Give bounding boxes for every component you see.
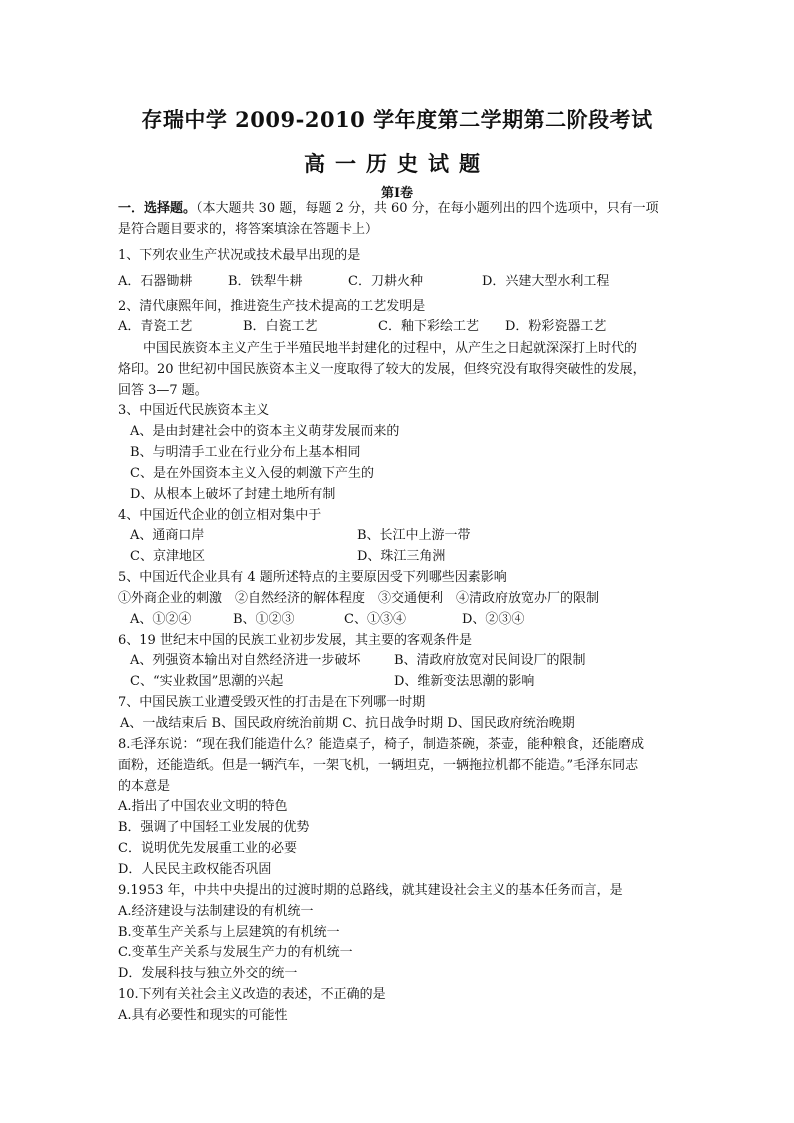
q8-option-a: A.指出了中国农业文明的特色 bbox=[118, 799, 288, 814]
q3-option-d: D、从根本上破坏了封建土地所有制 bbox=[130, 487, 336, 502]
q6-option-d: D、维新变法思潮的影响 bbox=[394, 674, 535, 689]
q8-stem-line-1: 8.毛泽东说：“现在我们能造什么？能造桌子，椅子，制造茶碗，茶壶，能种粮食，还能磨成 bbox=[118, 737, 645, 752]
q10-stem: 10.下列有关社会主义改造的表述，不正确的是 bbox=[118, 987, 386, 1002]
q1-stem: 1、下列农业生产状况或技术最早出现的是 bbox=[118, 248, 361, 263]
q8-option-b: B．强调了中国轻工业发展的优势 bbox=[118, 820, 310, 835]
q2-option-d: D．粉彩瓷器工艺 bbox=[505, 319, 607, 334]
q6-stem: 6、19 世纪末中国的民族工业初步发展，其主要的客观条件是 bbox=[118, 633, 472, 648]
q4-option-c: C、京津地区 bbox=[130, 549, 205, 564]
exam-title: 存瑞中学 2009-2010 学年度第二学期第二阶段考试 bbox=[141, 107, 653, 132]
q3-option-b: B、与明清手工业在行业分布上基本相同 bbox=[130, 445, 361, 460]
q2-option-c: C．釉下彩绘工艺 bbox=[378, 319, 479, 334]
q4-stem: 4、中国近代企业的创立相对集中于 bbox=[118, 508, 322, 523]
q5-option-c: C、①③④ bbox=[344, 612, 406, 627]
q10-option-a: A.具有必要性和现实的可能性 bbox=[118, 1008, 288, 1023]
passage-line-3: 回答 3—7 题。 bbox=[118, 383, 208, 398]
q9-stem: 9.1953 年，中共中央提出的过渡时期的总路线，就其建设社会主义的基本任务而言，是 bbox=[118, 883, 623, 898]
q5-option-a: A、①②④ bbox=[130, 612, 192, 627]
q3-option-c: C、是在外国资本主义入侵的刺激下产生的 bbox=[130, 466, 374, 481]
q6-option-a: A、列强资本输出对自然经济进一步破坏 bbox=[130, 653, 361, 668]
q8-stem-line-3: 的本意是 bbox=[118, 779, 171, 794]
q2-stem: 2、清代康熙年间，推进瓷生产技术提高的工艺发明是 bbox=[118, 299, 426, 314]
q2-option-a: A．青瓷工艺 bbox=[118, 319, 193, 334]
instructions-heading: 一．选择题。 bbox=[118, 201, 197, 216]
q5-options-line: ①外商企业的刺激 ②自然经济的解体程度 ③交通便利 ④清政府放宽办厂的限制 bbox=[118, 591, 600, 606]
q6-option-b: B、清政府放宽对民间设厂的限制 bbox=[394, 653, 586, 668]
q9-option-c: C.变革生产关系与发展生产力的有机统一 bbox=[118, 945, 353, 960]
instructions-line-2: 是符合题目要求的，将答案填涂在答题卡上） bbox=[118, 222, 379, 237]
exam-subtitle: 高一历史试题 bbox=[304, 151, 490, 176]
passage-line-2: 烙印。20 世纪初中国民族资本主义一度取得了较大的发展，但终究没有取得突破性的发展， bbox=[118, 362, 646, 377]
q1-option-a: A．石器锄耕 bbox=[118, 274, 193, 289]
q1-option-d: D．兴建大型水利工程 bbox=[482, 274, 610, 289]
q9-option-d: D．发展科技与独立外交的统一 bbox=[118, 966, 298, 981]
instructions-line-1 bbox=[118, 200, 659, 217]
q4-option-a: A、通商口岸 bbox=[130, 528, 205, 543]
q4-option-b: B、长江中上游一带 bbox=[357, 528, 471, 543]
q5-option-d: D、②③④ bbox=[462, 612, 525, 627]
instructions-text: （本大题共 30 题，每题 2 分，共 60 分，在每小题列出的四个选项中，只有一项 bbox=[196, 201, 659, 216]
q8-option-c: C．说明优先发展重工业的必要 bbox=[118, 841, 297, 856]
q8-stem-line-2: 面粉，还能造纸。但是一辆汽车，一架飞机，一辆坦克，一辆拖拉机都不能造。”毛泽东同志 bbox=[118, 758, 639, 773]
q4-option-d: D、珠江三角洲 bbox=[357, 549, 446, 564]
q1-option-c: C．刀耕火种 bbox=[348, 274, 423, 289]
q9-option-b: B.变革生产关系与上层建筑的有机统一 bbox=[118, 925, 340, 940]
q7-options-line: A、一战结束后 B、国民政府统治前期 C、抗日战争时期 D、国民政府统治晚期 bbox=[120, 716, 575, 731]
q8-option-d: D．人民民主政权能否巩固 bbox=[118, 862, 272, 877]
q5-option-b: B、①②③ bbox=[233, 612, 295, 627]
q6-option-c: C、“实业救国”思潮的兴起 bbox=[130, 674, 284, 689]
q7-stem: 7、中国民族工业遭受毁灭性的打击是在下列哪一时期 bbox=[118, 695, 426, 710]
q9-option-a: A.经济建设与法制建设的有机统一 bbox=[118, 904, 314, 919]
q1-option-b: B．铁犁牛耕 bbox=[228, 274, 303, 289]
q3-stem: 3、中国近代民族资本主义 bbox=[118, 403, 270, 418]
q3-option-a: A、是由封建社会中的资本主义萌芽发展而来的 bbox=[130, 424, 400, 439]
q5-stem: 5、中国近代企业具有 4 题所述特点的主要原因受下列哪些因素影响 bbox=[118, 570, 507, 585]
passage-line-1: 中国民族资本主义产生于半殖民地半封建化的过程中，从产生之日起就深深打上时代的 bbox=[143, 341, 638, 356]
q2-option-b: B．白瓷工艺 bbox=[243, 319, 318, 334]
section-label: 第Ⅰ卷 bbox=[380, 186, 414, 201]
